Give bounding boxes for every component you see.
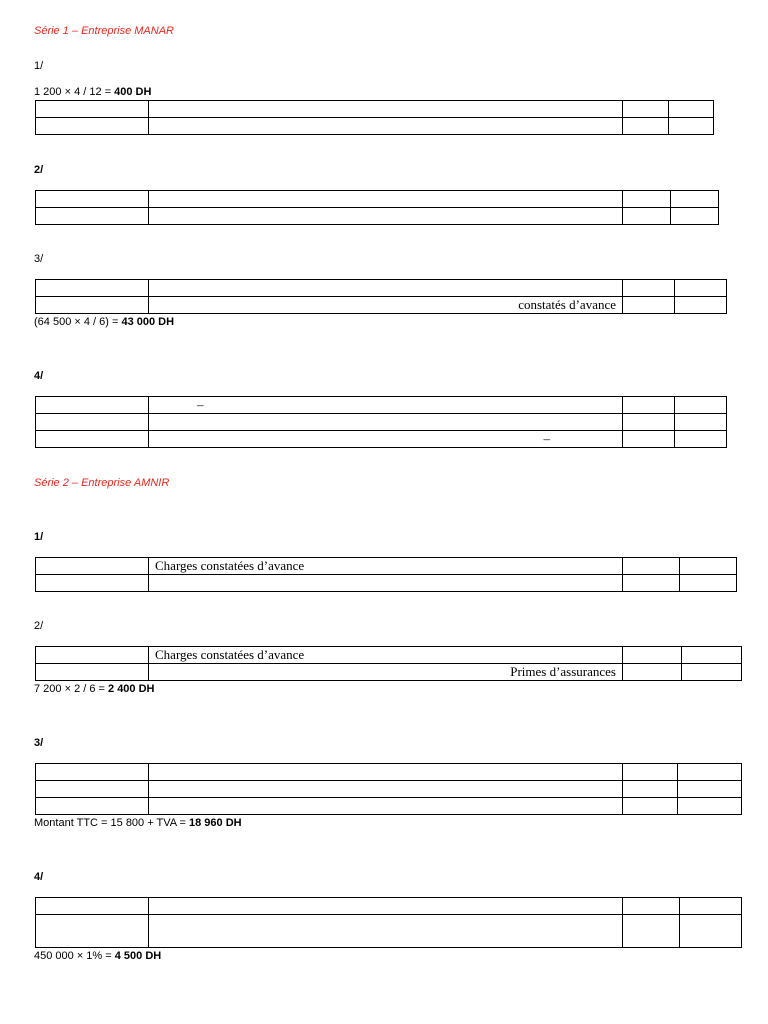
s2-q3-label: 3/ bbox=[34, 737, 44, 749]
table-row bbox=[36, 558, 737, 575]
table-row bbox=[36, 101, 714, 118]
s1-q4-journal-table bbox=[35, 396, 727, 448]
calc-result: 43 000 DH bbox=[121, 316, 175, 328]
calc-result: 400 DH bbox=[114, 86, 152, 98]
table-row bbox=[36, 798, 742, 815]
table-row bbox=[36, 647, 742, 664]
s2-q3-calculation bbox=[34, 817, 242, 830]
row-label: – bbox=[149, 397, 623, 414]
s2-q4-label: 4/ bbox=[34, 871, 44, 883]
s1-q4-label: 4/ bbox=[34, 370, 44, 382]
s2-q1-label: 1/ bbox=[34, 531, 44, 543]
s2-q2-calculation bbox=[34, 683, 155, 696]
s1-q3-label: 3/ bbox=[34, 253, 44, 265]
series1-title: Série 1 – Entreprise MANAR bbox=[34, 25, 174, 37]
s1-q2-label: 2/ bbox=[34, 164, 44, 176]
calc-result: 18 960 DH bbox=[189, 817, 242, 829]
row-label: Primes d’assurances bbox=[149, 664, 623, 681]
table-row bbox=[36, 575, 737, 592]
row-label: Charges constatées d’avance bbox=[149, 647, 623, 664]
s2-q2-journal-table bbox=[35, 646, 742, 681]
calc-expression: 1 200 × 4 / 12 = bbox=[34, 86, 115, 98]
s1-q1-calculation bbox=[34, 86, 151, 99]
table-row bbox=[36, 915, 742, 948]
table-row bbox=[36, 280, 727, 297]
calc-expression: (64 500 × 4 / 6) = bbox=[34, 316, 122, 328]
row-label: – bbox=[149, 431, 623, 448]
table-row bbox=[36, 764, 742, 781]
calc-expression: 450 000 × 1% = bbox=[34, 950, 115, 962]
row-label: Charges constatées d’avance bbox=[149, 558, 623, 575]
table-row bbox=[36, 664, 742, 681]
s1-q3-journal-table bbox=[35, 279, 727, 314]
table-row bbox=[36, 191, 719, 208]
s2-q4-calculation bbox=[34, 950, 161, 963]
calc-result: 2 400 DH bbox=[108, 683, 155, 695]
s1-q1-label: 1/ bbox=[34, 60, 44, 72]
table-row bbox=[36, 208, 719, 225]
calc-result: 4 500 DH bbox=[114, 950, 162, 962]
table-row bbox=[36, 781, 742, 798]
row-label: constatés d’avance bbox=[149, 297, 623, 314]
table-row bbox=[36, 898, 742, 915]
s2-q3-journal-table bbox=[35, 763, 742, 815]
s1-q2-journal-table bbox=[35, 190, 719, 225]
table-row bbox=[36, 118, 714, 135]
s2-q4-journal-table bbox=[35, 897, 742, 948]
s1-q1-journal-table bbox=[35, 100, 714, 135]
s2-q2-label: 2/ bbox=[34, 620, 44, 632]
calc-expression: 7 200 × 2 / 6 = bbox=[34, 683, 109, 695]
series2-title: Série 2 – Entreprise AMNIR bbox=[34, 477, 170, 489]
table-row bbox=[36, 431, 727, 448]
s1-q3-calculation bbox=[34, 316, 174, 329]
s2-q1-journal-table bbox=[35, 557, 737, 592]
table-row bbox=[36, 297, 727, 314]
table-row bbox=[36, 414, 727, 431]
table-row bbox=[36, 397, 727, 414]
calc-expression: Montant TTC = 15 800 + TVA = bbox=[34, 817, 190, 829]
